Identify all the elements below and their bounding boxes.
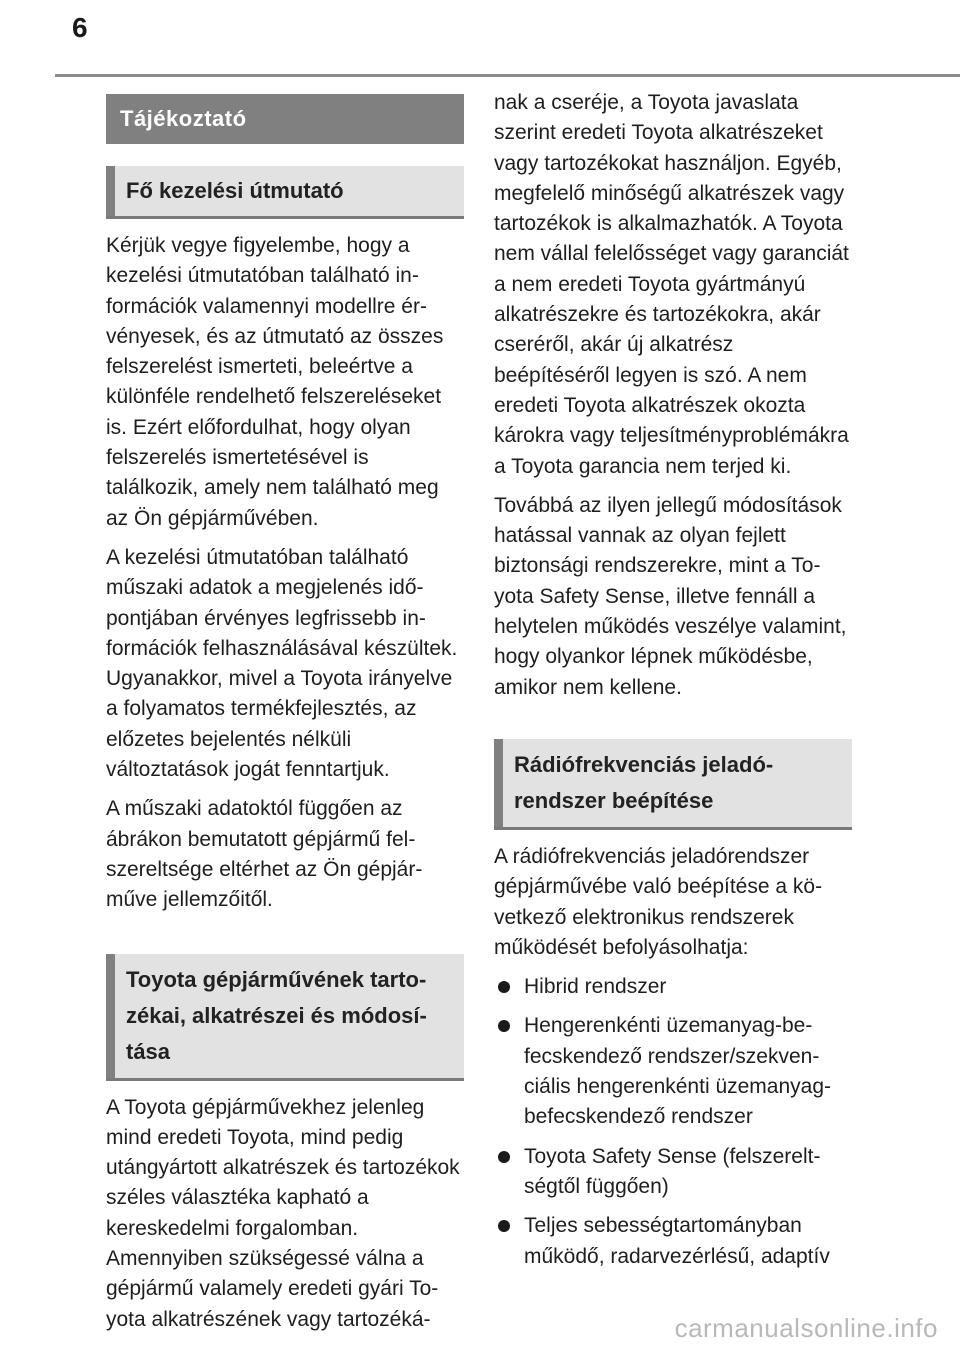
list-item [494,1142,852,1203]
bullet-list [494,972,852,1272]
section-title: Tájékoztató [106,94,464,144]
list-item [494,972,852,1002]
list-item-text: Teljes sebességtartományban működő, radarvezérlésű, adaptív [524,1214,830,1268]
paragraph: A kezelési útmutatóban található műszaki adatok a megjelenés időpontjában érvényes legfrissebb információk felhasználásával készültek. Ugyanakkor, mivel a Toyota irányelve a folyamatos termékfejlesztés, az előzetes bejelentés nélküli változtatások jogát fenntartjuk. [106,545,458,782]
paragraph: A rádiófrekvenciás jeladórendszer gépjárművébe való beépítése a következő elektronikus rendszerek működését befolyásolhatja: [494,844,823,959]
paragraph: A Toyota gépjárművekhez jelenleg mind eredeti Toyota, mind pedig utángyártott alkatrészek és tartozékok széles választéka kapható a kereskedelmi forgalomban. Amennyiben szükségessé válna a gépjármű valamely eredeti gyári Toyota alkatrészének vagy tartozéká- [106,1095,460,1331]
header-rule [55,74,960,77]
list-item-text: Hibrid rendszer [524,975,667,999]
list-item [494,1211,852,1272]
paragraph: A műszaki adatoktól függően az ábrákon bemutatott gépjármű felszereltsége eltérhet az Ön gépjárműve jellemzőitől. [106,797,423,912]
bullet-icon [498,1220,510,1232]
left-column [106,88,464,1344]
list-item-text: Hengerenkénti üzemanyag-befecskendező rendszer/szekvenciális hengerenkénti üzemanyag-befecskendező rendszer [524,1014,832,1129]
paragraph: Kérjük vegye figyelembe, hogy a kezelési útmutatóban található információk valamennyi modellre érvényesek, és az útmutató az összes felszerelést ismerteti, beleértve a különféle rendelhető felszereléseket is. Ezért előfordulhat, hogy olyan felszerelés ismertetésével is találkozik, amely nem található meg az Ön gépjárművében. [106,234,444,530]
subsection-heading-main-manual: Fő kezelési útmutató [106,166,464,219]
subsection-heading-accessories: Toyota gépjárművének tartozékai, alkatrészei és módosítása [106,954,464,1081]
page-number: 6 [72,12,88,43]
subsection-heading-rf-transmitter: Rádiófrekvenciás jeladórendszer beépítése [494,739,852,830]
list-item-text: Toyota Safety Sense (felszereltségtől függően) [524,1144,821,1198]
bullet-icon [498,1151,510,1163]
bullet-icon [498,981,510,993]
right-column [494,88,852,1281]
list-item [494,1011,852,1132]
paragraph: nak a cseréje, a Toyota javaslata szerint eredeti Toyota alkatrészeket vagy tartozékokat használjon. Egyéb, megfelelő minőségű alkatrészek vagy tartozékok is alkalmazhatók. A Toyota nem vállal felelősséget vagy garanciát a nem eredeti Toyota gyártmányú alkatrészekre és tartozékokra, akár cseréről, akár új alkatrész beépítéséről legyen is szó. A nem eredeti Toyota alkatrészek okozta károkra vagy teljesítményproblémákra a Toyota garancia nem terjed ki. [494,91,849,478]
watermark: carmanualsonline.info [674,1313,938,1343]
bullet-icon [498,1020,510,1032]
paragraph: Továbbá az ilyen jellegű módosítások hatással vannak az olyan fejlett biztonsági rendszerekre, mint a Toyota Safety Sense, illetve fennáll a helytelen működés veszélye valamint, hogy olyankor lépnek működésbe, amikor nem kellene. [494,493,847,699]
